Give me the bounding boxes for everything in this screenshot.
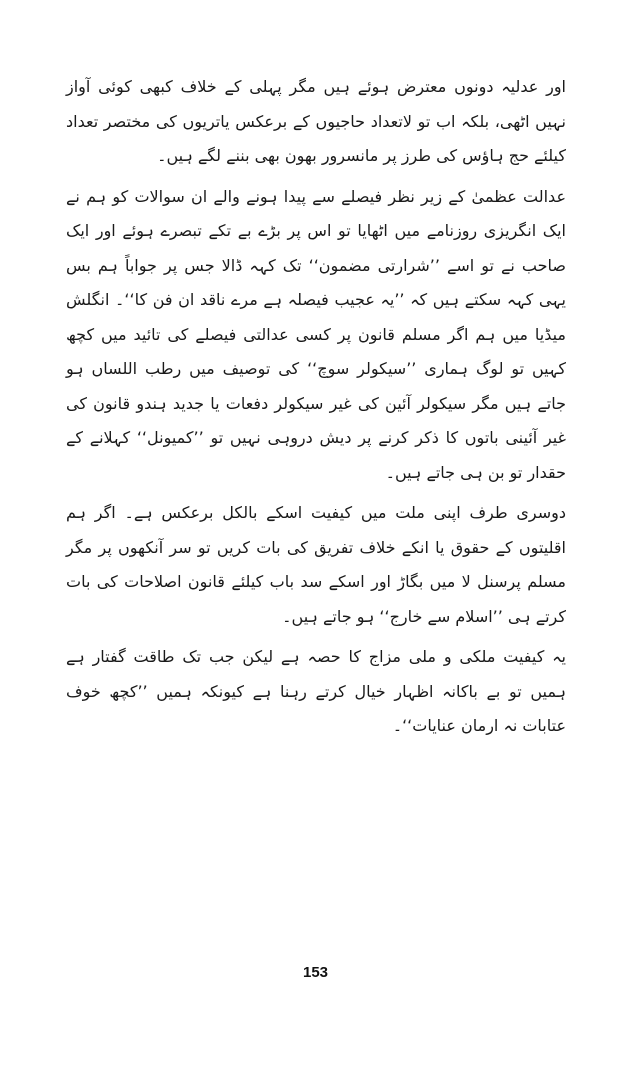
- paragraph-2: عدالت عظمیٰ کے زیر نظر فیصلے سے پیدا ہونے والے ان سوالات کو ہم نے ایک انگریزی روزنامے میں اٹھایا تو اس پر بڑے بے تکے تبصرے ہوئے اور ایک صاحب نے تو اسے ’’شرارتی مضمون‘‘ تک کہہ ڈالا جس پر جواباً ہم بس یہی کہہ سکتے ہیں کہ ’’یہ عجیب فیصلہ ہے مرے ناقد ان فن کا‘‘۔ انگلش میڈیا میں ہم اگر مسلم قانون پر کسی عدالتی فیصلے کی تائید میں کچھ کہیں تو لوگ ہماری ’’سیکولر سوچ‘‘ کی توصیف میں رطب اللساں ہو جاتے ہیں مگر سیکولر آئین کی غیر سیکولر دفعات یا جدید ہندو قانون کی غیر آئینی باتوں کا ذکر کرنے پر دیش دروہی نہیں تو ’’کمیونل‘‘ کہلانے کے حقدار تو بن ہی جاتے ہیں۔: [66, 186, 566, 482]
- paragraph-1: اور عدلیہ دونوں معترض ہوئے ہیں مگر پہلی کے خلاف کبھی کوئی آواز نہیں اٹھی، بلکہ اب تو لاتعداد حاجیوں کے برعکس یاتریوں کی مختصر تعداد کیلئے حج ہاؤس کی طرز پر مانسرور بھون بھی بننے لگے ہیں۔: [66, 77, 566, 165]
- paragraph-4: یہ کیفیت ملکی و ملی مزاج کا حصہ ہے لیکن جب تک طاقت گفتار ہے ہمیں تو بے باکانہ اظہار خیال کرتے رہنا ہے کیونکہ ہمیں ’’کچھ خوف عتابات نہ ارمان عنایات‘‘۔: [66, 647, 566, 735]
- body-text: [66, 70, 566, 750]
- page-number: 153: [302, 964, 329, 981]
- paragraph-3: دوسری طرف اپنی ملت میں کیفیت اسکے بالکل برعکس ہے۔ اگر ہم اقلیتوں کے حقوق یا انکے خلاف تفریق کی بات کریں تو سر آنکھوں پر مگر مسلم پرسنل لا میں بگاڑ اور اسکے سد باب کیلئے قانون اصلاحات کی بات کرتے ہی ’’اسلام سے خارج‘‘ ہو جاتے ہیں۔: [66, 503, 566, 626]
